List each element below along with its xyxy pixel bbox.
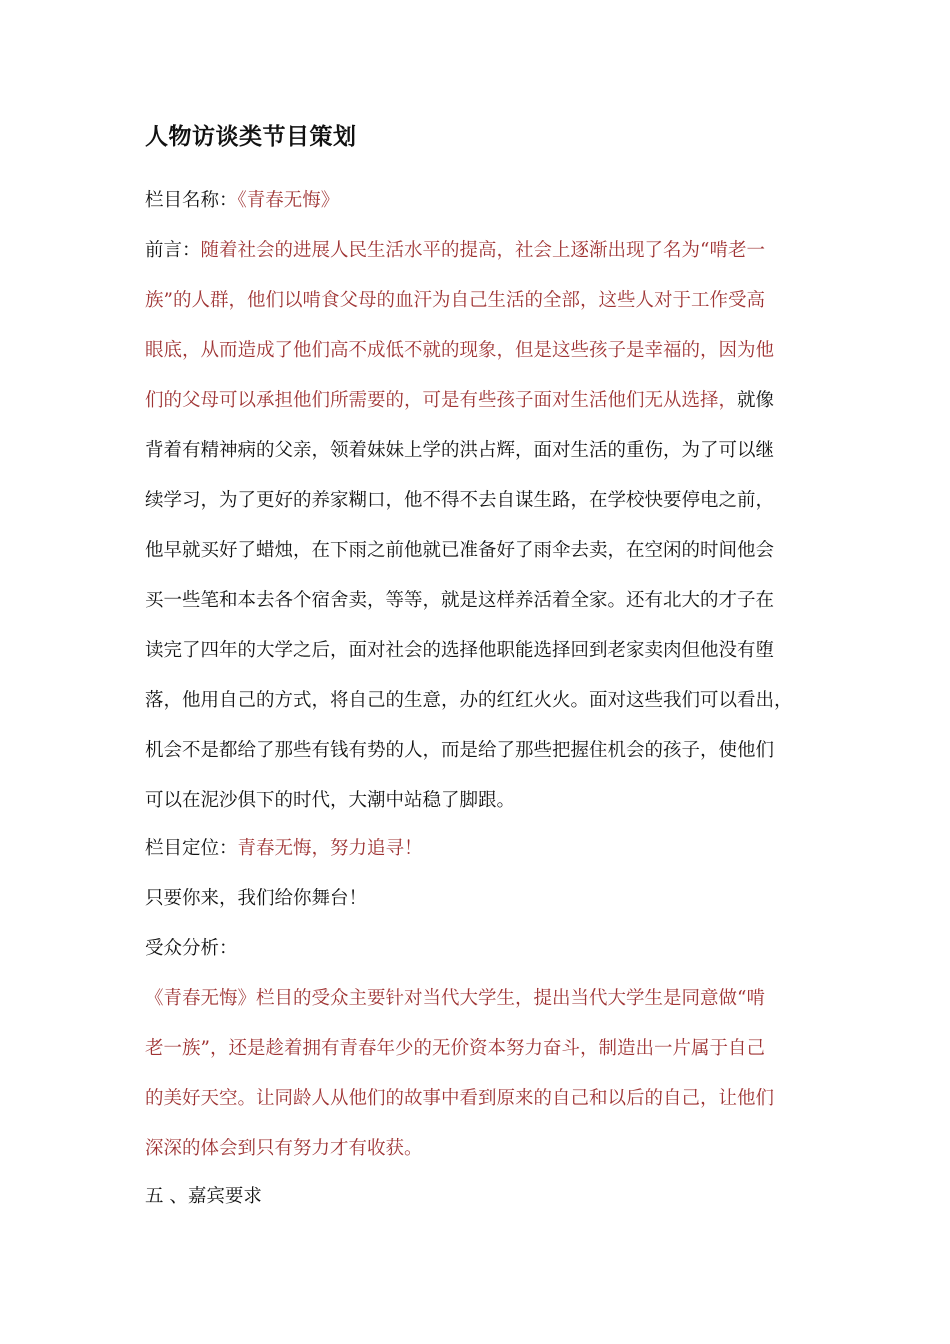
highlighted-text: 青春无悔，努力追寻！ [237,838,423,859]
text-line [145,336,774,366]
plain-text: 栏目名称： [145,190,238,211]
highlighted-text: 老一族”，还是趁着拥有青春年少的无价资本努力奋斗，制造出一片属于自己 [145,1038,765,1059]
text-line [145,286,765,316]
plain-text: 受众分析： [145,938,238,959]
text-line [145,1134,423,1164]
highlighted-text: 们的父母可以承担他们所需要的，可是有些孩子面对生活他们无从选择， [145,390,738,411]
text-line [145,884,367,914]
plain-text: 背着有精神病的父亲，领着妹妹上学的洪占辉，面对生活的重伤，为了可以继 [145,440,775,461]
highlighted-text: 随着社会的进展人民生活水平的提高，社会上逐渐出现了名为“啃老一 [200,240,765,261]
highlighted-text: 的美好天空。让同龄人从他们的故事中看到原来的自己和以后的自己，让他们 [145,1088,775,1109]
plain-text: 只要你来，我们给你舞台！ [145,888,368,909]
text-line [145,586,774,616]
text-line [145,834,423,864]
text-line [145,386,774,416]
plain-text: 读完了四年的大学之后，面对社会的选择他职能选择回到老家卖肉但他没有堕 [145,640,775,661]
text-line [145,786,515,816]
text-line [145,536,774,566]
text-line [145,934,238,964]
highlighted-text: 《青春无悔》 [237,190,340,211]
highlighted-text: 眼底，从而造成了他们高不成低不就的现象，但是这些孩子是幸福的，因为他 [145,340,775,361]
plain-text: 可以在泥沙俱下的时代，大潮中站稳了脚跟。 [145,790,516,811]
text-line [145,1084,774,1114]
text-line [145,436,774,466]
text-line [145,1034,765,1064]
document-title: 人物访谈类节目策划 [145,124,357,150]
text-line [145,984,765,1014]
text-line [145,686,793,716]
text-line [145,236,765,266]
highlighted-text: 深深的体会到只有努力才有收获。 [145,1138,423,1159]
plain-text: 五 、嘉宾要求 [145,1186,262,1207]
text-line [145,486,774,516]
plain-text: 落，他用自己的方式，将自己的生意，办的红红火火。面对这些我们可以看出， [145,690,793,711]
text-line [145,1182,262,1212]
plain-text: 买一些笔和本去各个宿舍卖，等等，就是这样养活着全家。还有北大的才子在 [145,590,775,611]
plain-text: 机会不是都给了那些有钱有势的人，而是给了那些把握住机会的孩子，使他们 [145,740,775,761]
highlighted-text: 族”的人群，他们以啃食父母的血汗为自己生活的全部，这些人对于工作受高 [145,290,765,311]
plain-text: 他早就买好了蜡烛，在下雨之前他就已准备好了雨伞去卖，在空闲的时间他会 [145,540,775,561]
text-line [145,186,339,216]
plain-text: 就像 [737,390,775,411]
plain-text: 栏目定位： [145,838,238,859]
plain-text: 前言： [145,240,201,261]
highlighted-text: 《青春无悔》栏目的受众主要针对当代大学生，提出当代大学生是同意做“啃 [145,988,765,1009]
text-line [145,636,774,666]
plain-text: 续学习，为了更好的养家糊口，他不得不去自谋生路，在学校快要停电之前， [145,490,775,511]
text-line [145,736,774,766]
